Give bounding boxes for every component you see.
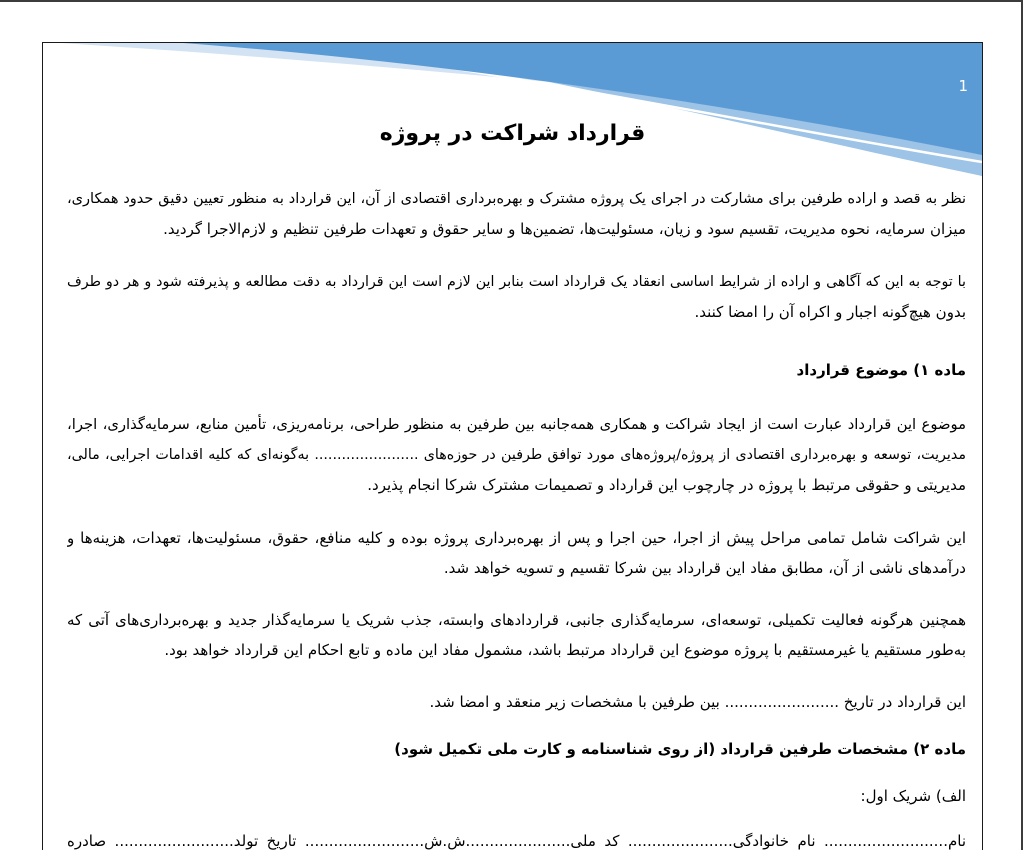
paragraph-line: موضوع این قرارداد عبارت است از ایجاد شراکت و همکاری همه‌جانبه بین طرفین به منظور طراحی، برنامه‌ریزی، تأمین منابع، سرمایه‌گذاری، اجرا، [67, 416, 966, 433]
article-1-paragraph-3 [67, 605, 966, 665]
paragraph-line: مدیریت، توسعه و بهره‌برداری اقتصادی از پروژه/پروژه‌های مورد توافق طرفین در حوزه‌های ....................... به‌گونه‌ای که کلیه اقدامات اجرایی، مالی، [67, 447, 966, 463]
article-2-heading-block [67, 734, 966, 764]
contract-date-line [67, 687, 966, 717]
party-a-fields-block [67, 826, 966, 850]
paragraph-line: مدیریتی و حقوقی مرتبط با پروژه در چارچوب این قرارداد و تصمیمات مشترک شرکا انجام پذیرد. [367, 476, 966, 494]
paragraph-line: با توجه به این که آگاهی و اراده از شرایط اساسی انعقاد یک قرارداد است بنابر این لازم است این قرارداد به دقت مطالعه و پذیرفته شود و هر دو طرف [67, 274, 966, 290]
document-page [42, 42, 983, 850]
paragraph-line: این قرارداد در تاریخ ........................ بین طرفین با مشخصات زیر منعقد و امضا شد. [429, 693, 966, 711]
party-a-fields: نام.......................... نام خانوادگی...................... کد ملی......................ش.ش......................... تاریخ تولد......................... صادره [67, 832, 966, 850]
paragraph-line: درآمدهای ناشی از آن، مطابق مفاد این قرارداد بین شرکا تقسیم و تسویه خواهد شد. [443, 559, 966, 577]
article-1-paragraph-1 [67, 410, 966, 500]
article-1-heading-block [67, 355, 966, 385]
page-number: 1 [958, 77, 968, 95]
paragraph-line: به‌طور مستقیم یا غیرمستقیم با پروژه موضوع این قرارداد مرتبط باشد، مشمول مفاد این ماده و تابع احکام این قرارداد خواهد بود. [164, 641, 966, 659]
intro-paragraph-2 [67, 267, 966, 327]
paragraph-line: میزان سرمایه، نحوه مدیریت، تقسیم سود و زیان، مسئولیت‌ها، تضمین‌ها و سایر حقوق و تعهدات طرفین تنظیم و لازم‌الاجرا گردید. [163, 220, 966, 238]
article-2-heading: ماده ۲) مشخصات طرفین قرارداد (از روی شناسنامه و کارت ملی تکمیل شود) [394, 740, 966, 758]
article-1-heading: ماده ۱) موضوع قرارداد [796, 361, 966, 379]
paragraph-line: نظر به قصد و اراده طرفین برای مشارکت در اجرای یک پروژه مشترک و بهره‌برداری اقتصادی از آن، این قرارداد به منظور تعیین دقیق حدود همکاری، [67, 191, 966, 207]
paragraph-line: این شراکت شامل تمامی مراحل پیش از اجرا، حین اجرا و پس از بهره‌برداری پروژه بوده و کلیه منافع، حقوق، مسئولیت‌ها، تعهدات، هزینه‌ها و [67, 529, 966, 547]
document-title: قرارداد شراکت در پروژه [379, 121, 646, 146]
intro-paragraph-1 [67, 184, 966, 244]
paragraph-line: همچنین هرگونه فعالیت تکمیلی، توسعه‌ای، سرمایه‌گذاری جانبی، قراردادهای وابسته، جذب شریک یا سرمایه‌گذار جدید و بهره‌برداری‌های آتی که [67, 611, 966, 629]
header-decoration [43, 43, 982, 183]
viewer-frame-top [0, 0, 1023, 2]
paragraph-line: بدون هیچ‌گونه اجبار و اکراه آن را امضا کنند. [694, 303, 966, 321]
party-a-label: الف) شریک اول: [860, 787, 966, 805]
article-1-paragraph-2 [67, 523, 966, 583]
party-a-label-block [67, 781, 966, 811]
